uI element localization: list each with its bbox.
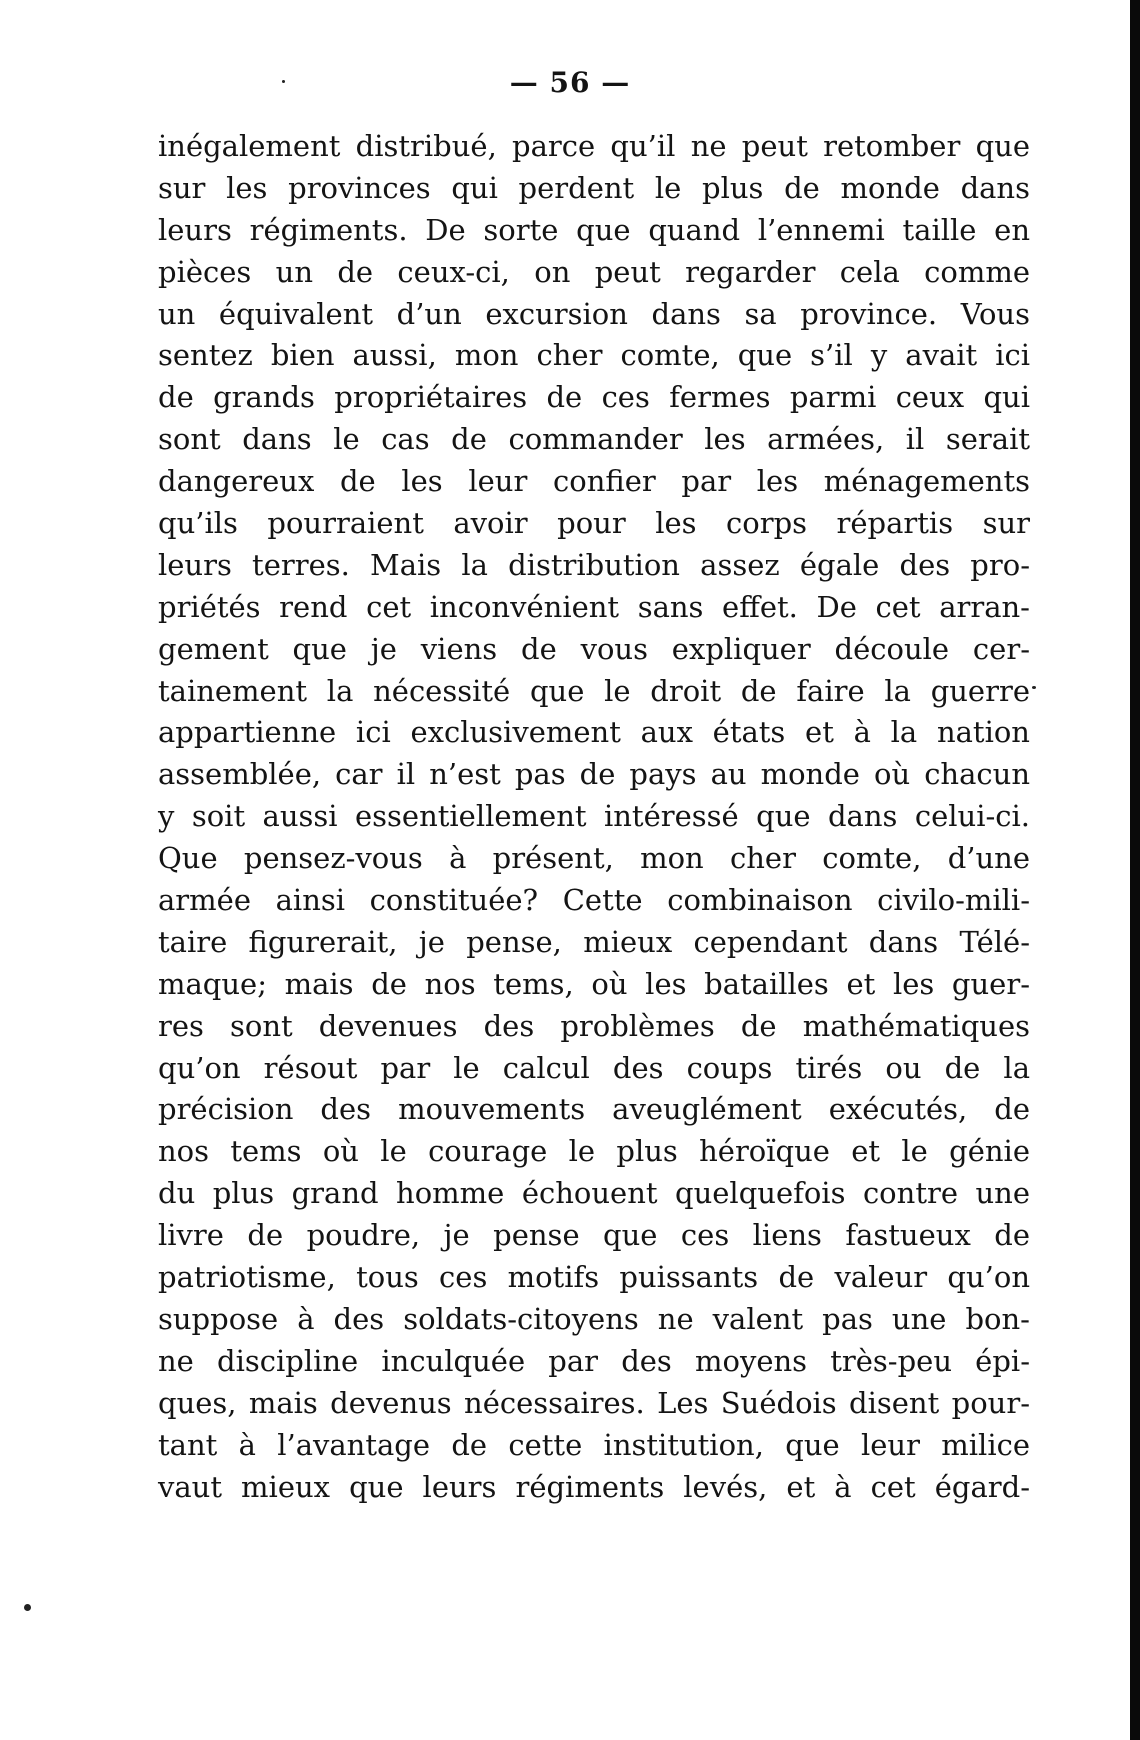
text-line: sentez bien aussi, mon cher comte, que s’il y avait ici bbox=[158, 338, 1030, 373]
ink-speck bbox=[282, 80, 285, 83]
text-line: ne discipline inculquée par des moyens très-peu épi- bbox=[158, 1343, 1030, 1378]
text-line: armée ainsi constituée? Cette combinaison civilo-mili- bbox=[158, 883, 1030, 918]
text-line: leurs terres. Mais la distribution assez égale des pro- bbox=[158, 547, 1030, 582]
text-line: nos tems où le courage le plus héroïque et le génie bbox=[158, 1134, 1030, 1169]
text-line: appartienne ici exclusivement aux états et à la nation bbox=[158, 715, 1030, 750]
text-line: ques, mais devenus nécessaires. Les Suédois disent pour- bbox=[158, 1385, 1030, 1420]
page-number: — 56 — bbox=[509, 66, 631, 99]
text-line: leurs régiments. De sorte que quand l’ennemi taille en bbox=[158, 212, 1030, 247]
text-line: précision des mouvements aveuglément exécutés, de bbox=[158, 1092, 1030, 1127]
text-line: priétés rend cet inconvénient sans effet. De cet arran- bbox=[158, 589, 1030, 624]
body-text bbox=[158, 126, 1030, 1508]
text-line: Que pensez-vous à présent, mon cher comte, d’une bbox=[158, 841, 1030, 876]
text-line: sont dans le cas de commander les armées, il serait bbox=[158, 422, 1030, 457]
text-line: y soit aussi essentiellement intéressé que dans celui-ci. bbox=[158, 799, 1030, 834]
text-line: vaut mieux que leurs régiments levés, et à cet égard- bbox=[158, 1469, 1030, 1504]
text-line: dangereux de les leur confier par les ménagements bbox=[158, 464, 1030, 499]
text-line: inégalement distribué, parce qu’il ne peut retomber que bbox=[158, 129, 1030, 163]
page-edge-shadow bbox=[1130, 0, 1140, 1740]
ink-speck bbox=[24, 1604, 31, 1611]
text-line: taire figurerait, je pense, mieux cependant dans Télé- bbox=[158, 924, 1030, 959]
text-line: patriotisme, tous ces motifs puissants de valeur qu’on bbox=[158, 1260, 1030, 1295]
text-line: tant à l’avantage de cette institution, que leur milice bbox=[158, 1427, 1030, 1462]
text-line: de grands propriétaires de ces fermes parmi ceux qui bbox=[158, 380, 1030, 415]
text-line: pièces un de ceux-ci, on peut regarder cela comme bbox=[158, 254, 1030, 289]
text-line: tainement la nécessité que le droit de faire la guerre bbox=[158, 673, 1030, 708]
ink-speck bbox=[1032, 686, 1036, 689]
text-line: maque; mais de nos tems, où les batailles et les guer- bbox=[158, 966, 1030, 1001]
text-line: suppose à des soldats-citoyens ne valent pas une bon- bbox=[158, 1301, 1030, 1336]
text-line: un équivalent d’un excursion dans sa province. Vous bbox=[158, 296, 1030, 331]
text-line: gement que je viens de vous expliquer découle cer- bbox=[158, 631, 1030, 666]
text-line: du plus grand homme échouent quelquefois contre une bbox=[158, 1176, 1030, 1211]
text-line: qu’ils pourraient avoir pour les corps répartis sur bbox=[158, 506, 1030, 541]
text-line: livre de poudre, je pense que ces liens fastueux de bbox=[158, 1218, 1030, 1253]
text-line: sur les provinces qui perdent le plus de monde dans bbox=[158, 170, 1030, 205]
text-line: qu’on résout par le calcul des coups tirés ou de la bbox=[158, 1050, 1030, 1085]
text-line: assemblée, car il n’est pas de pays au monde où chacun bbox=[158, 757, 1030, 792]
text-line: res sont devenues des problèmes de mathématiques bbox=[158, 1008, 1030, 1043]
